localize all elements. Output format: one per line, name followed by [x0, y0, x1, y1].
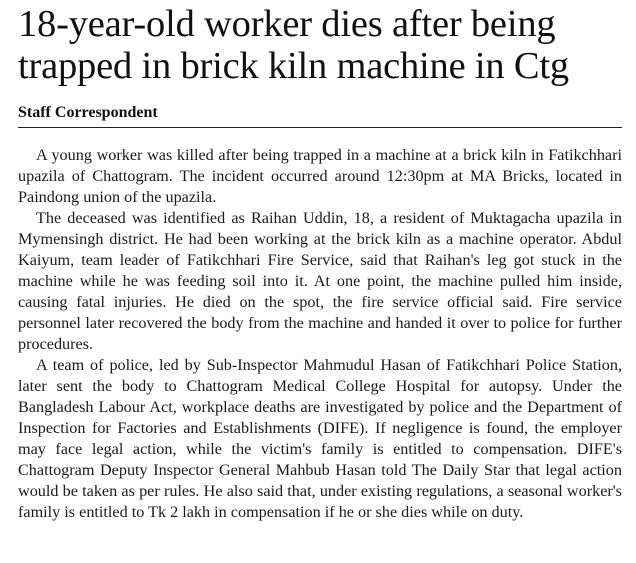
headline: 18-year-old worker dies after being trapped in brick kiln machine in Ctg — [18, 3, 569, 87]
paragraph-3: A team of police, led by Sub-Inspector Mahmudul Hasan of Fatikchhari Police Station, later sent the body to Chattogram Medical College Hospital for autopsy. Under the Bangladesh Labour Act, workplace deaths are investigated by police and the Department of Inspection for Factories and Establishments (DIFE). If negligence is found, the employer may face legal action, while the victim's family is entitled to compensation. DIFE's Chattogram Deputy Inspector General Mahbub Hasan told The Daily Star that legal action would be taken as per rules. He also said that, under existing regulations, a seasonal worker's family is entitled to Tk 2 lakh in compensation if he or she dies while on duty. — [18, 356, 622, 521]
byline: Staff Correspondent — [18, 104, 158, 121]
paragraph-2: The deceased was identified as Raihan Uddin, 18, a resident of Muktagacha upazila in Mymensingh district. He had been working at the brick kiln as a machine operator. Abdul Kaiyum, team leader of Fatikchhari Fire Service, said that Raihan's leg got stuck in the machine while he was feeding soil into it. At one point, the machine pulled him inside, causing fatal injuries. He died on the spot, the fire service official said. Fire service personnel later recovered the body from the machine and handed it over to police for further procedures. — [18, 209, 622, 353]
byline-divider — [18, 127, 622, 128]
paragraph-1: A young worker was killed after being trapped in a machine at a brick kiln in Fatikchhari upazila of Chattogram. The incident occurred around 12:30pm at MA Bricks, located in Paindong union of the upazila. — [18, 146, 622, 206]
article-body — [18, 145, 622, 523]
